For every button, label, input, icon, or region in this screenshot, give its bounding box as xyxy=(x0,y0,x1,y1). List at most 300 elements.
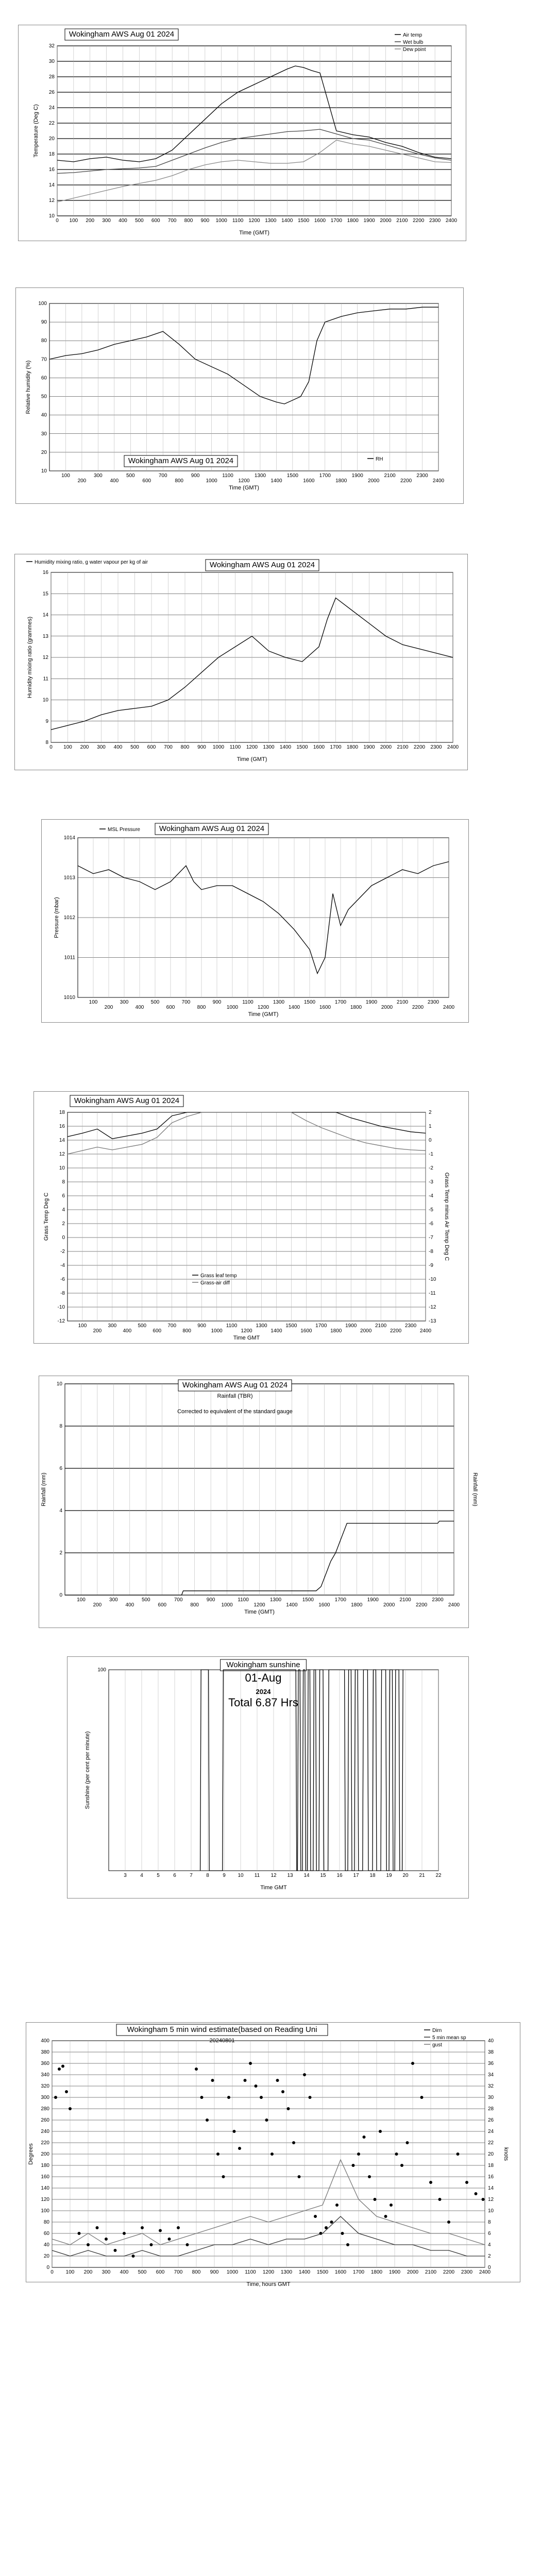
y-tick-label: 100 xyxy=(97,1667,106,1673)
x-tick-label: 300 xyxy=(102,2269,111,2275)
x-tick-label: 500 xyxy=(150,999,160,1005)
y-tick-label: 16 xyxy=(42,570,48,575)
y2-tick-label: -3 xyxy=(429,1179,433,1185)
x-tick-label: 1000 xyxy=(211,1328,223,1334)
x-tick-label: 1300 xyxy=(280,2269,293,2275)
x-tick-label: 19 xyxy=(386,1873,392,1878)
data-point xyxy=(357,2153,360,2156)
x-tick-label: 1300 xyxy=(263,744,275,750)
y2-tick-label: -13 xyxy=(429,1318,436,1324)
x-tick-label: 1400 xyxy=(281,218,293,224)
data-point xyxy=(314,2215,317,2218)
x-tick-label: 100 xyxy=(89,999,98,1005)
x-tick-label: 1700 xyxy=(330,744,342,750)
x-tick-label: 1700 xyxy=(330,218,342,224)
x-tick-label: 1400 xyxy=(279,744,292,750)
y-axis-label: Humidity mixing ratio (grammes) xyxy=(27,616,33,699)
x-tick-label: 800 xyxy=(180,744,190,750)
legend-label: Wet bulb xyxy=(403,40,424,45)
data-point xyxy=(65,2090,68,2093)
y-tick-label: 240 xyxy=(41,2129,49,2134)
x-tick-label: 2100 xyxy=(397,744,409,750)
x-tick-label: 100 xyxy=(63,744,72,750)
x-tick-label: 700 xyxy=(181,999,191,1005)
x-tick-label: 1500 xyxy=(285,1323,297,1329)
x-tick-label: 400 xyxy=(123,1328,132,1334)
y-tick-label: 80 xyxy=(41,338,47,344)
x-tick-label: 2400 xyxy=(448,1602,460,1608)
x-tick-label: 600 xyxy=(147,744,156,750)
wind-chart-svg xyxy=(26,2023,521,2287)
date-label: 01-Aug xyxy=(245,1671,282,1684)
x-tick-label: 1500 xyxy=(286,473,298,479)
data-point xyxy=(281,2090,284,2093)
x-tick-label: 2400 xyxy=(443,1005,455,1010)
y-tick-label: 10 xyxy=(48,213,55,219)
y-tick-label: 16 xyxy=(48,167,55,173)
x-tick-label: 11 xyxy=(254,1873,260,1878)
x-tick-label: 600 xyxy=(151,218,160,224)
x-tick-label: 1300 xyxy=(273,999,285,1005)
y-tick-label: 10 xyxy=(59,1165,65,1171)
x-tick-label: 0 xyxy=(50,2269,54,2275)
x-tick-label: 2100 xyxy=(396,218,408,224)
y-tick-label: 20 xyxy=(43,2253,49,2259)
data-point xyxy=(211,2079,214,2082)
data-point xyxy=(206,2119,209,2122)
y2-tick-label: -11 xyxy=(429,1291,436,1296)
y2-tick-label: 38 xyxy=(488,2049,494,2055)
x-tick-label: 700 xyxy=(164,744,173,750)
x-tick-label: 1800 xyxy=(370,2269,383,2275)
humidity-chart-svg xyxy=(16,288,464,504)
y-tick-label: -8 xyxy=(60,1291,65,1296)
y-tick-label: 140 xyxy=(41,2185,49,2191)
x-tick-label: 2100 xyxy=(425,2269,437,2275)
x-tick-label: 500 xyxy=(141,1597,150,1603)
y-tick-label: 20 xyxy=(41,449,47,455)
x-tick-label: 200 xyxy=(104,1005,113,1010)
data-point xyxy=(346,2243,349,2246)
x-tick-label: 1800 xyxy=(346,744,359,750)
x-tick-label: 1400 xyxy=(288,1005,300,1010)
x-tick-label: 1900 xyxy=(365,999,378,1005)
data-point xyxy=(368,2175,371,2178)
x-tick-label: 900 xyxy=(200,218,210,224)
data-point xyxy=(400,2164,403,2167)
x-tick-label: 1700 xyxy=(315,1323,327,1329)
data-point xyxy=(390,2204,393,2207)
x-tick-label: 2200 xyxy=(400,478,412,484)
x-tick-label: 300 xyxy=(108,1323,117,1329)
x-tick-label: 200 xyxy=(93,1328,102,1334)
x-tick-label: 100 xyxy=(77,1597,86,1603)
y2-tick-label: 24 xyxy=(488,2129,494,2134)
chart-title: Wokingham 5 min wind estimate(based on Reading Uni xyxy=(127,2025,317,2034)
y-axis-label: Sunshine (per cent per minute) xyxy=(84,1731,91,1809)
x-tick-label: 2300 xyxy=(416,473,428,479)
y2-tick-label: 26 xyxy=(488,2117,494,2123)
mixing-ratio-chart-svg xyxy=(15,554,468,771)
data-point xyxy=(123,2232,126,2235)
x-tick-label: 400 xyxy=(119,218,127,224)
rainfall-chart xyxy=(39,1376,478,1628)
y-tick-label: 90 xyxy=(41,319,47,326)
y-tick-label: 60 xyxy=(43,2231,49,2236)
data-point xyxy=(303,2073,306,2076)
x-tick-label: 4 xyxy=(140,1873,143,1878)
x-tick-label: 1400 xyxy=(298,2269,311,2275)
y-tick-label: 100 xyxy=(41,2208,49,2214)
x-tick-label: 13 xyxy=(287,1873,293,1878)
chart-title: Wokingham sunshine xyxy=(226,1660,300,1669)
x-tick-label: 600 xyxy=(153,1328,162,1334)
x-tick-label: 2000 xyxy=(380,218,392,224)
y-tick-label: 2 xyxy=(59,1550,62,1556)
x-tick-label: 2300 xyxy=(427,999,439,1005)
x-tick-label: 1300 xyxy=(254,473,266,479)
x-tick-label: 500 xyxy=(138,1323,147,1329)
y-tick-label: 8 xyxy=(45,740,48,745)
data-point xyxy=(335,2204,339,2207)
y-tick-label: 0 xyxy=(46,2265,49,2270)
x-tick-label: 400 xyxy=(125,1602,134,1608)
data-point xyxy=(150,2243,153,2246)
x-tick-label: 1700 xyxy=(334,999,347,1005)
x-tick-label: 300 xyxy=(102,218,111,224)
x-tick-label: 600 xyxy=(158,1602,167,1608)
x-tick-label: 9 xyxy=(223,1873,226,1878)
x-tick-label: 12 xyxy=(270,1873,277,1878)
x-tick-label: 200 xyxy=(93,1602,102,1608)
y-tick-label: 12 xyxy=(42,655,48,660)
y2-axis-label: knots xyxy=(503,2147,509,2161)
data-point xyxy=(222,2175,225,2178)
x-tick-label: 2300 xyxy=(430,744,442,750)
x-tick-label: 800 xyxy=(192,2269,201,2275)
x-tick-label: 1600 xyxy=(319,1005,331,1010)
y-axis-label: Rainfall (mm) xyxy=(41,1472,47,1506)
x-tick-label: 1900 xyxy=(388,2269,401,2275)
x-axis-label: Time (GMT) xyxy=(248,1011,279,1018)
total-label: Total 6.87 Hrs xyxy=(228,1696,298,1709)
x-tick-label: 1500 xyxy=(303,999,316,1005)
data-point xyxy=(78,2232,81,2235)
y-tick-label: 40 xyxy=(43,2242,49,2248)
legend-label: 5 min mean sp xyxy=(432,2035,466,2041)
x-tick-label: 1800 xyxy=(350,1005,362,1010)
x-tick-label: 2400 xyxy=(445,218,458,224)
x-tick-label: 2100 xyxy=(399,1597,411,1603)
y-tick-label: 300 xyxy=(41,2095,49,2100)
y2-tick-label: 32 xyxy=(488,2083,494,2089)
data-point xyxy=(96,2226,99,2229)
x-tick-label: 100 xyxy=(65,2269,75,2275)
x-tick-label: 1000 xyxy=(226,1005,239,1010)
x-tick-label: 15 xyxy=(320,1873,326,1878)
x-tick-label: 1200 xyxy=(238,478,250,484)
x-tick-label: 1500 xyxy=(302,1597,314,1603)
x-tick-label: 600 xyxy=(156,2269,165,2275)
y2-tick-label: 2 xyxy=(429,1110,432,1115)
data-point xyxy=(379,2130,382,2133)
x-tick-label: 3 xyxy=(124,1873,127,1878)
y-tick-label: 50 xyxy=(41,394,47,400)
y-tick-label: 12 xyxy=(48,198,55,204)
legend-label: Humidity mixing ratio, g water vapour per kg of air xyxy=(35,560,148,565)
x-tick-label: 6 xyxy=(173,1873,176,1878)
data-point xyxy=(298,2175,301,2178)
x-tick-label: 2100 xyxy=(384,473,396,479)
rainfall-chart-svg xyxy=(39,1376,478,1629)
y-tick-label: 6 xyxy=(59,1466,62,1471)
x-axis-label: Time (GMT) xyxy=(229,485,259,491)
y-tick-label: 8 xyxy=(59,1423,62,1429)
y2-tick-label: 0 xyxy=(429,1138,432,1143)
x-tick-label: 2300 xyxy=(429,218,441,224)
x-tick-label: 2000 xyxy=(380,744,392,750)
x-tick-label: 2200 xyxy=(412,1005,424,1010)
data-point xyxy=(132,2255,135,2258)
y-tick-label: 1013 xyxy=(63,875,75,881)
chart-title: Wokingham AWS Aug 01 2024 xyxy=(209,561,315,569)
y2-tick-label: 18 xyxy=(488,2163,494,2168)
data-point xyxy=(200,2096,204,2099)
y-tick-label: -6 xyxy=(60,1277,65,1282)
x-tick-label: 800 xyxy=(190,1602,199,1608)
x-tick-label: 1700 xyxy=(319,473,331,479)
x-tick-label: 1200 xyxy=(262,2269,275,2275)
y-tick-label: 180 xyxy=(41,2163,49,2168)
legend-label: Dirn xyxy=(432,2028,442,2033)
y-tick-label: 70 xyxy=(41,357,47,363)
y2-tick-label: 8 xyxy=(488,2219,491,2225)
data-point xyxy=(87,2243,90,2246)
x-tick-label: 500 xyxy=(135,218,144,224)
x-tick-label: 700 xyxy=(167,1323,177,1329)
x-tick-label: 1100 xyxy=(238,1597,249,1603)
x-tick-label: 800 xyxy=(184,218,193,224)
x-tick-label: 8 xyxy=(206,1873,209,1878)
y-tick-label: 18 xyxy=(48,151,55,157)
y-axis-label: Temperature (Deg C) xyxy=(33,104,39,158)
x-tick-label: 1600 xyxy=(314,218,326,224)
x-tick-label: 900 xyxy=(197,744,206,750)
x-tick-label: 1000 xyxy=(221,1602,233,1608)
x-tick-label: 400 xyxy=(110,478,119,484)
x-tick-label: 1600 xyxy=(300,1328,312,1334)
x-tick-label: 900 xyxy=(210,2269,219,2275)
x-tick-label: 1800 xyxy=(330,1328,342,1334)
data-point xyxy=(244,2079,247,2082)
legend-label: MSL Pressure xyxy=(108,827,140,833)
x-axis-label: Time (GMT) xyxy=(236,756,267,762)
y2-tick-label: -9 xyxy=(429,1263,433,1268)
x-tick-label: 400 xyxy=(113,744,123,750)
y2-tick-label: -2 xyxy=(429,1165,433,1171)
data-point xyxy=(482,2198,485,2201)
y-tick-label: 2 xyxy=(62,1221,65,1227)
y2-tick-label: -5 xyxy=(429,1207,433,1213)
y-tick-label: 400 xyxy=(41,2038,49,2044)
x-tick-label: 700 xyxy=(158,473,167,479)
legend-label: Air temp xyxy=(403,32,422,38)
data-point xyxy=(265,2119,268,2122)
data-point xyxy=(255,2084,258,2088)
data-point xyxy=(195,2067,198,2071)
y2-axis-label: Rainfall (mm) xyxy=(472,1472,478,1506)
x-tick-label: 21 xyxy=(419,1873,425,1878)
x-tick-label: 2200 xyxy=(443,2269,455,2275)
y2-tick-label: 22 xyxy=(488,2140,494,2146)
y-axis-label: Relative humidity (%) xyxy=(25,360,31,414)
grass-temp-chart xyxy=(33,1091,469,1344)
y-tick-label: 10 xyxy=(42,697,48,703)
x-tick-label: 1400 xyxy=(286,1602,298,1608)
data-point xyxy=(292,2141,295,2144)
humidity-chart xyxy=(15,287,464,504)
x-tick-label: 1000 xyxy=(215,218,227,224)
data-point xyxy=(475,2192,478,2195)
x-tick-label: 800 xyxy=(197,1005,206,1010)
y-tick-label: 360 xyxy=(41,2061,49,2066)
y2-tick-label: 1 xyxy=(429,1124,432,1129)
y-tick-label: -12 xyxy=(57,1318,65,1324)
y2-tick-label: -6 xyxy=(429,1221,433,1227)
x-tick-label: 22 xyxy=(435,1873,442,1878)
x-tick-label: 2300 xyxy=(404,1323,417,1329)
data-point xyxy=(411,2062,414,2065)
x-tick-label: 1300 xyxy=(269,1597,282,1603)
data-point xyxy=(159,2229,162,2232)
x-tick-label: 17 xyxy=(353,1873,359,1878)
y2-tick-label: 4 xyxy=(488,2242,491,2248)
y-tick-label: 30 xyxy=(41,431,47,437)
temperature-chart-svg xyxy=(19,25,467,242)
y-tick-label: 260 xyxy=(41,2117,49,2123)
data-point xyxy=(105,2238,108,2241)
x-tick-label: 900 xyxy=(212,999,222,1005)
temperature-chart xyxy=(18,25,466,241)
y-tick-label: 0 xyxy=(62,1235,65,1241)
x-tick-label: 600 xyxy=(166,1005,175,1010)
data-point xyxy=(429,2181,432,2184)
chart-title: Wokingham AWS Aug 01 2024 xyxy=(182,1381,288,1389)
data-point xyxy=(260,2096,263,2099)
x-tick-label: 500 xyxy=(130,744,139,750)
y-tick-label: 22 xyxy=(48,121,55,126)
y-tick-label: 11 xyxy=(43,676,48,682)
data-point xyxy=(177,2226,180,2229)
x-tick-label: 16 xyxy=(336,1873,343,1878)
y-tick-label: 1010 xyxy=(63,995,75,1001)
data-point xyxy=(287,2107,290,2110)
y-tick-label: 12 xyxy=(59,1151,65,1157)
y-tick-label: 4 xyxy=(62,1207,65,1213)
y-tick-label: 0 xyxy=(59,1592,62,1598)
x-tick-label: 900 xyxy=(206,1597,215,1603)
data-point xyxy=(465,2181,468,2184)
x-tick-label: 2200 xyxy=(413,744,426,750)
x-tick-label: 2400 xyxy=(419,1328,432,1334)
data-point xyxy=(61,2065,64,2068)
y-tick-label: 14 xyxy=(48,182,55,188)
data-point xyxy=(438,2198,442,2201)
x-tick-label: 2200 xyxy=(390,1328,402,1334)
y2-tick-label: 30 xyxy=(488,2095,494,2100)
legend-label: Grass leaf temp xyxy=(200,1273,237,1279)
x-tick-label: 1100 xyxy=(226,1323,238,1329)
sunshine-chart xyxy=(67,1656,469,1899)
x-tick-label: 1600 xyxy=(303,478,315,484)
x-tick-label: 1900 xyxy=(351,473,363,479)
data-point xyxy=(141,2226,144,2229)
x-tick-label: 1000 xyxy=(206,478,217,484)
x-tick-label: 0 xyxy=(49,744,53,750)
y-tick-label: 18 xyxy=(59,1110,65,1115)
sunshine-chart-svg xyxy=(67,1657,469,1899)
y2-tick-label: 12 xyxy=(488,2197,494,2202)
data-point xyxy=(395,2153,398,2156)
x-tick-label: 14 xyxy=(303,1873,310,1878)
chart-annotation: Corrected to equivalent of the standard gauge xyxy=(177,1409,293,1415)
data-point xyxy=(270,2153,274,2156)
y-tick-label: 20 xyxy=(48,136,55,142)
y-tick-label: -4 xyxy=(60,1263,65,1268)
y-tick-label: 1012 xyxy=(63,915,75,921)
data-point xyxy=(233,2130,236,2133)
x-tick-label: 20 xyxy=(402,1873,409,1878)
legend-label: gust xyxy=(432,2042,442,2048)
y2-tick-label: -12 xyxy=(429,1304,436,1310)
data-point xyxy=(420,2096,424,2099)
y-tick-label: 30 xyxy=(48,59,55,64)
x-tick-label: 2200 xyxy=(415,1602,428,1608)
y2-tick-label: 28 xyxy=(488,2106,494,2112)
x-tick-label: 700 xyxy=(174,1597,183,1603)
chart-title: Wokingham AWS Aug 01 2024 xyxy=(159,824,265,833)
y-tick-label: 14 xyxy=(42,612,48,618)
data-point xyxy=(341,2232,344,2235)
data-point xyxy=(457,2153,460,2156)
x-tick-label: 1600 xyxy=(318,1602,330,1608)
x-tick-label: 500 xyxy=(138,2269,147,2275)
x-tick-label: 1100 xyxy=(242,999,253,1005)
mixing-ratio-chart xyxy=(14,554,468,770)
y-axis-label: Grass Temp Deg C xyxy=(43,1192,49,1241)
y2-tick-label: 14 xyxy=(488,2185,494,2191)
legend-label: Grass-air diff xyxy=(200,1280,230,1286)
x-tick-label: 2000 xyxy=(407,2269,419,2275)
y-tick-label: 10 xyxy=(56,1381,62,1387)
data-point xyxy=(447,2221,450,2224)
x-tick-label: 1200 xyxy=(246,744,258,750)
y2-tick-label: -10 xyxy=(429,1277,436,1282)
x-tick-label: 2000 xyxy=(360,1328,372,1334)
x-tick-label: 1600 xyxy=(334,2269,347,2275)
y-tick-label: 16 xyxy=(59,1124,65,1129)
chart-title: Wokingham AWS Aug 01 2024 xyxy=(69,30,175,39)
x-tick-label: 2300 xyxy=(432,1597,444,1603)
x-tick-label: 5 xyxy=(157,1873,160,1878)
x-tick-label: 1700 xyxy=(352,2269,365,2275)
x-tick-label: 200 xyxy=(80,744,89,750)
data-point xyxy=(309,2096,312,2099)
x-tick-label: 600 xyxy=(142,478,151,484)
x-tick-label: 2000 xyxy=(381,1005,393,1010)
x-tick-label: 1500 xyxy=(316,2269,329,2275)
y2-tick-label: -8 xyxy=(429,1249,433,1255)
